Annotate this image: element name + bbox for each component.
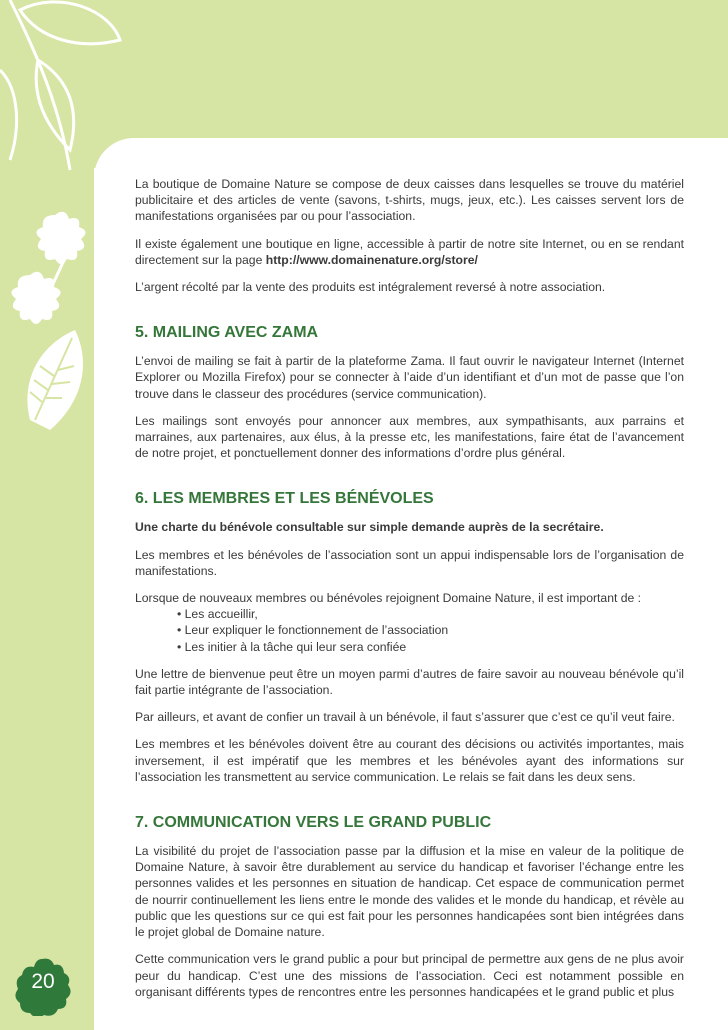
lead-paragraph: Une charte du bénévole consultable sur simple demande auprès de la secrétaire.: [135, 520, 604, 535]
paragraph: Les membres et les bénévoles doivent être au courant des décisions ou activités importantes, mais inversement, il est impératif que les membres et les bénévoles ayant des informations sur l’association les transmettent au service communication. Le relais se fait dans les deux sens.: [135, 737, 684, 784]
paragraph: La boutique de Domaine Nature se compose de deux caisses dans lesquelles se trouve du matériel publicitaire et des articles de vente (savons, t-shirts, mugs, jeux, etc.). Les caisses servent lors de manifestations organisées par ou pour l’association.: [135, 177, 684, 224]
paragraph: L’argent récolté par la vente des produits est intégralement reversé à notre association.: [135, 280, 606, 295]
bullet-list: [177, 606, 684, 655]
page-content: [135, 176, 684, 1011]
vine-stem: [10, 0, 70, 170]
paragraph: Une lettre de bienvenue peut être un moyen parmi d’autres de faire savoir au nouveau bénévole qu’il fait partie intégrante de l’association.: [135, 666, 684, 698]
list-item: • Leur expliquer le fonctionnement de l’association: [177, 622, 684, 638]
beech-leaf-icon: [27, 330, 83, 430]
oak-leaf-icon: [11, 212, 85, 324]
list-item: • Les accueillir,: [177, 606, 684, 622]
leaf-decoration: [0, 0, 135, 1030]
section-heading: 5. MAILING AVEC ZAMA: [135, 324, 319, 342]
page-number: 20: [31, 970, 55, 993]
store-link[interactable]: http://www.domainenature.org/store/: [265, 252, 478, 267]
paragraph: Cette communication vers le grand public a pour but principal de permettre aux gens de ne plus avoir peur du handicap. C’est une des missions de l’association. Ceci est notamment possible en organisant différents types de rencontres entre les personnes handicapées et le grand public et plus: [135, 952, 684, 999]
paragraph: La visibilité du projet de l’association passe par la diffusion et la mise en valeur de la politique de Domaine Nature, à savoir être durablement au service du handicap et favoriser l’échange entre les personnes valides et les personnes en situation de handicap. Cet espace de communication permet de nourrir continuellement les liens entre le monde des valides et le monde du handicap, et révèle au public que les questions sur ce qui est fait pour les personnes handicapées sont bien intégrées dans le projet global de Domaine nature.: [135, 844, 684, 940]
paragraph: Les membres et les bénévoles de l’association sont un appui indispensable lors de l’organisation de manifestations.: [135, 547, 684, 578]
list-item: • Les initier à la tâche qui leur sera confiée: [177, 639, 684, 655]
paragraph: Il existe également une boutique en ligne, accessible à partir de notre site Internet, ou en se rendant directement sur la page http://www.domainenature.org/store/: [135, 236, 684, 267]
paragraph: Lorsque de nouveaux membres ou bénévoles rejoignent Domaine Nature, il est important de :: [135, 591, 642, 606]
section-heading: 7. COMMUNICATION VERS LE GRAND PUBLIC: [135, 814, 492, 832]
paragraph: L’envoi de mailing se fait à partir de la plateforme Zama. Il faut ouvrir le navigateur Internet (Internet Explorer ou Mozilla Firefox) pour se connecter à l’aide d’un identifiant et d’un mot de passe que l’on trouve dans le classeur des procédures (service communication).: [135, 354, 684, 401]
paragraph: Les mailings sont envoyés pour annoncer aux membres, aux sympathisants, aux parrains et marraines, aux partenaires, aux élus, à la presse etc, les manifestations, faire état de l’avancement de notre projet, et ponctuellement donner des informations d’ordre plus général.: [135, 413, 684, 461]
section-heading: 6. LES MEMBRES ET LES BÉNÉVOLES: [135, 490, 434, 508]
paragraph: Par ailleurs, et avant de confier un travail à un bénévole, il faut s’assurer que c’est ce qu’il veut faire.: [135, 710, 675, 725]
